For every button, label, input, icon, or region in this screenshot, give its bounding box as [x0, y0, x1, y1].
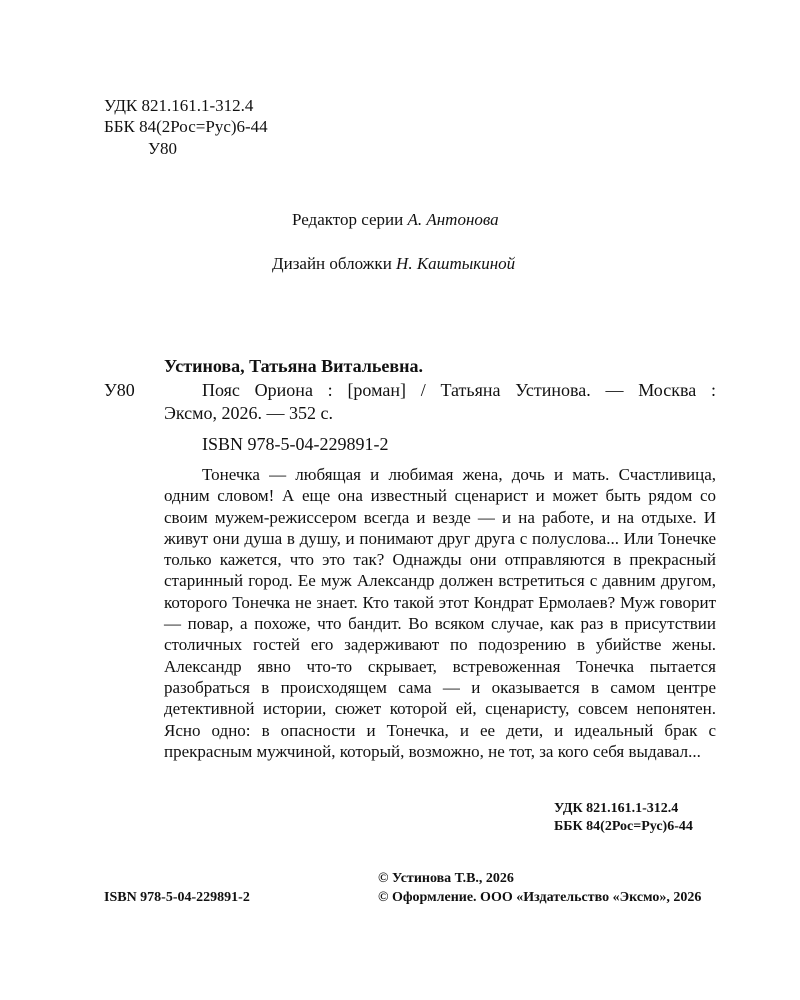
design-copyright: © Оформление. ООО «Издательство «Эксмо», 2026 — [378, 890, 702, 905]
description-line-1: Пояс Ориона : [роман] / Татьяна Устинова. — Москва : — [202, 380, 716, 400]
cover-design-credit — [272, 254, 515, 274]
author-copyright: © Устинова Т.В., 2026 — [378, 871, 514, 886]
cover-design-label: Дизайн обложки — [272, 254, 392, 273]
series-editor-credit — [292, 210, 499, 230]
series-editor-label: Редактор серии — [292, 210, 404, 229]
annotation-text: Тонечка — любящая и любимая жена, дочь и мать. Счастливица, одним словом! А еще она известный сценарист и может быть рядом со своим мужем-режиссером всегда и везде — и на работе, и на отдыхе. И живут они душа в душу, и понимают друг друга с полуслова... Или Тонечке только кажется, что это так? Однажды они отправляются в прекрасный старинный город. Ее муж Александр должен встретиться с давним другом, которого Тонечка не знает. Кто такой этот Кондрат Ермолаев? Муж говорит — повар, а похоже, что бандит. Во всяком случае, как раз в присутствии столичных гостей его задерживают по подозрению в убийстве жены. Александр явно что-то скрывает, встревоженная Тонечка пытается разобраться в происходящем сама — и оказывается в самом центре детективной истории, сюжет которой ей, сценаристу, совсем непонятен. Ясно одно: в опасности и Тонечка, и ее дети, и идеальный брак с прекрасным мужчиной, который, возможно, не тот, за кого себя выдавал... — [164, 465, 716, 761]
bbk-code-bottom: ББК 84(2Рос=Рус)6-44 — [554, 819, 693, 834]
bbk-code: ББК 84(2Рос=Рус)6-44 — [104, 117, 268, 136]
cover-design-name: Н. Каштыкиной — [396, 254, 516, 273]
description-line-2: Эксмо, 2026. — 352 с. — [164, 403, 334, 423]
udk-code-bottom: УДК 821.161.1-312.4 — [554, 801, 679, 816]
author-sign-top: У80 — [148, 139, 178, 158]
isbn-record: ISBN 978-5-04-229891-2 — [202, 434, 389, 454]
author-sign: У80 — [104, 380, 135, 400]
series-editor-name: А. Антонова — [407, 210, 499, 229]
isbn-footer: ISBN 978-5-04-229891-2 — [104, 890, 250, 905]
author-heading: Устинова, Татьяна Витальевна. — [164, 356, 423, 376]
udk-code: УДК 821.161.1-312.4 — [104, 96, 254, 115]
